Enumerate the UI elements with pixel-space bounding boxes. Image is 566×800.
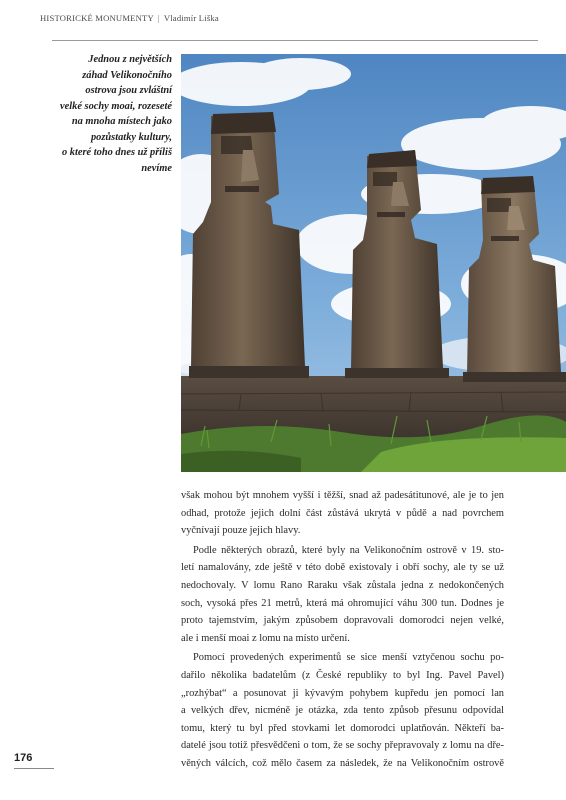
header-author: Vladimír Liška	[163, 13, 219, 23]
text-line: „rozhýbat“ a posunovat ji kývavým pohybem kupředu jen pomocí lan	[181, 687, 504, 699]
caption-line: o které toho dnes už příliš	[62, 147, 172, 158]
caption-line: ostrova jsou zvláštní	[85, 85, 172, 96]
caption-line: nevíme	[141, 162, 172, 174]
text-line: ale i menší moai z lomu na místo určení.	[181, 632, 350, 644]
caption-line: pozůstatky kultury,	[90, 131, 172, 143]
caption-line: Jednou z největších	[88, 54, 172, 65]
text-line: nedochovaly. V lomu Rano Raraku však zůstala jedna z nedokončených	[181, 579, 504, 591]
header-section-title: HISTORICKÉ MONUMENTY	[40, 13, 154, 23]
text-line: věných válcích, což mělo časem za následek, že na Velikonočním ostrově	[181, 757, 504, 769]
text-line: Pomocí provedených experimentů se sice menší vztyčenou sochu po-	[193, 652, 504, 664]
header-separator: |	[157, 13, 160, 23]
text-line: proto tajemstvím, jakým způsobem dopravovali domorodci nejen velké,	[181, 615, 504, 627]
text-line: letí namalovány, zde ještě v této době existovaly i obří sochy, ale ty se už	[181, 562, 504, 574]
caption-line: velké sochy moai, rozeseté	[60, 100, 172, 112]
text-line: soch, vysoká přes 21 metrů, která má ohromující váhu 300 tun. Dodnes je	[181, 597, 504, 609]
page-number: 176	[14, 752, 33, 764]
text-line: odhad, protože jejich dolní část zůstává ukrytá v půdě a nad povrchem	[181, 507, 504, 519]
text-line: však mohou být mnohem vyšší i těžší, snad až padesátitunové, ale je to jen	[181, 490, 504, 501]
moai-photo	[181, 54, 566, 472]
footer-rule	[14, 768, 54, 769]
text-line: vyčnívají pouze jejich hlavy.	[181, 525, 301, 537]
running-header	[40, 13, 526, 33]
photo-caption	[60, 52, 172, 176]
text-line: Podle některých obrazů, které byly na Velikonočním ostrově v 19. sto-	[193, 544, 504, 556]
article-body	[181, 487, 504, 773]
header-rule	[52, 40, 538, 41]
paragraph	[181, 487, 504, 540]
caption-line: na mnoha místech jako	[71, 116, 172, 127]
caption-line: záhad Velikonočního	[82, 69, 172, 81]
text-line: tomu, který tu byl před stovkami let domorodci uplatňován. Někteří ba-	[181, 722, 504, 734]
paragraph	[181, 542, 504, 648]
moai-illustration	[181, 54, 566, 472]
text-line: dařilo několika badatelům (z České republiky to byl Ing. Pavel Pavel)	[181, 669, 504, 681]
text-line: a velkých dřev, nicméně je otázka, zda tento způsob přesunu odpovídal	[181, 705, 504, 717]
text-line: datelé jsou totiž přesvědčeni o tom, že se sochy přepravovaly z lomu na dře-	[181, 740, 504, 752]
paragraph	[181, 649, 504, 772]
